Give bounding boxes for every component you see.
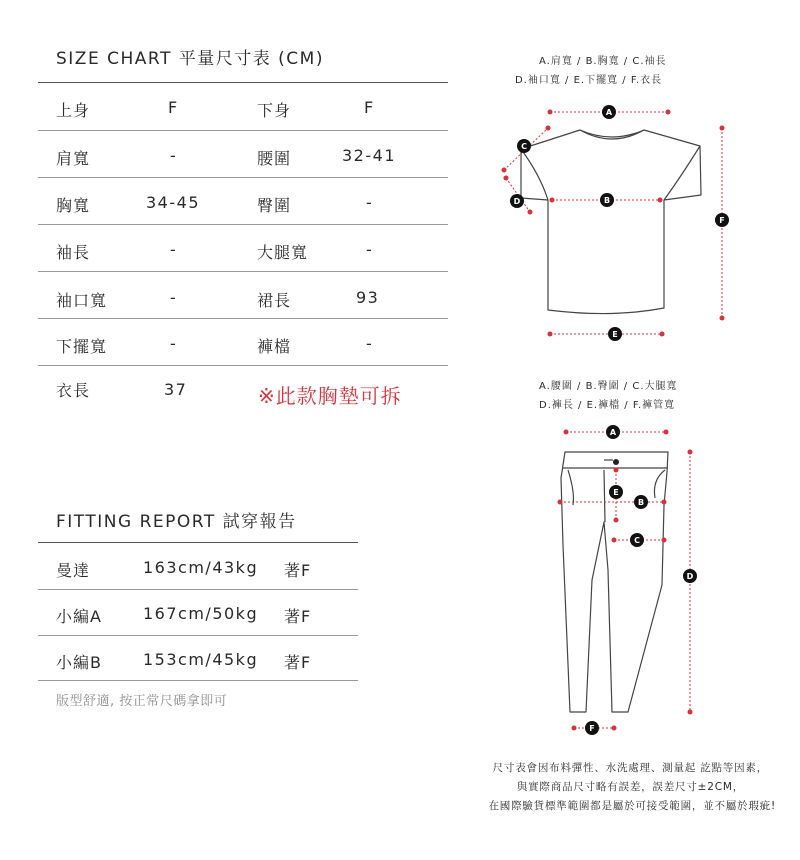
bottom-marker-f: F <box>589 724 595 733</box>
fitting-name: 曼達 <box>56 561 91 580</box>
top-marker-e-badge <box>608 327 622 341</box>
header-bottom-label: 下身 <box>257 101 292 120</box>
removable-pad-note: ※此款胸墊可拆 <box>258 384 402 408</box>
top-measure-value: 34-45 <box>146 193 200 212</box>
top-measure-value: - <box>170 146 178 165</box>
top-measure-label: 衣長 <box>56 381 91 400</box>
top-measure-value: - <box>170 240 178 259</box>
bottom-marker-a-badge <box>606 425 620 439</box>
top-measure-label: 袖口寬 <box>56 291 108 310</box>
fitting-measure: 163cm/43kg <box>143 558 259 577</box>
bottom-legend-line-2: D.褲長 / E.褲檔 / F.褲管寬 <box>539 400 676 411</box>
top-measure-label: 袖長 <box>56 243 91 262</box>
bottom-marker-c-badge <box>630 533 644 547</box>
fitting-size: 著F <box>284 653 312 672</box>
bottom-marker-f-badge <box>585 721 599 735</box>
bottom-marker-a: A <box>609 428 617 437</box>
bottom-marker-d-badge <box>683 569 697 583</box>
top-legend-line-1: A.肩寬 / B.胸寬 / C.袖長 <box>539 56 667 67</box>
size-chart-title: SIZE CHART 平量尺寸表 (CM) <box>56 49 324 69</box>
top-marker-b: B <box>603 196 611 205</box>
fitting-measure: 167cm/50kg <box>143 604 259 623</box>
bottom-marker-e: E <box>613 488 619 497</box>
bottom-marker-b-badge <box>634 495 648 509</box>
fitting-measure: 153cm/45kg <box>143 650 259 669</box>
header-top-label: 上身 <box>56 101 91 120</box>
top-marker-e: E <box>612 330 618 339</box>
bottom-measure-value: - <box>366 240 374 259</box>
bottom-measure-label: 裙長 <box>257 291 292 310</box>
bottom-marker-d: D <box>686 572 694 581</box>
trouser-pocket-left <box>568 470 573 505</box>
top-marker-d-badge <box>510 194 524 208</box>
tshirt-sleeve-seam-left <box>521 149 548 200</box>
fitting-report-title: FITTING REPORT 試穿報告 <box>56 512 297 532</box>
disclaimer-line-3: 在國際驗貨標準範圍都是屬於可接受範圍，並不屬於瑕疵! <box>488 800 776 812</box>
top-measure-label: 下擺寬 <box>56 337 108 356</box>
bottom-measure-value: - <box>366 334 374 353</box>
top-marker-b-badge <box>600 193 614 207</box>
top-marker-a: A <box>605 108 613 117</box>
top-marker-c-badge <box>517 139 531 153</box>
bottom-marker-b: B <box>637 498 645 507</box>
top-legend-line-2: D.袖口寬 / E.下擺寬 / F.衣長 <box>515 75 663 86</box>
bottom-measure-label: 腰圍 <box>257 149 292 168</box>
disclaimer-line-1: 尺寸表會因布料彈性、水洗處理、測量起 訖點等因素， <box>492 762 768 774</box>
fitting-size: 著F <box>284 607 312 626</box>
fitting-size: 著F <box>284 561 312 580</box>
top-measure-label: 肩寬 <box>56 149 91 168</box>
bottom-legend-line-1: A.腰圍 / B.臀圍 / C.大腿寬 <box>539 381 678 392</box>
bottom-measure-label: 大腿寬 <box>257 243 309 262</box>
tshirt-collar <box>580 130 644 137</box>
top-marker-c: C <box>521 142 527 151</box>
top-marker-f: F <box>719 216 725 225</box>
top-measure-value: - <box>170 334 178 353</box>
bottom-measure-value: 93 <box>356 288 380 307</box>
top-measure-value: - <box>170 288 178 307</box>
trouser-button <box>613 459 619 465</box>
bottom-measure-label: 褲檔 <box>257 337 292 356</box>
bottom-marker-e-badge <box>609 485 623 499</box>
header-top-size: F <box>168 98 179 117</box>
disclaimer-line-2: 與實際商品尺寸略有誤差，誤差尺寸±2CM， <box>516 781 744 793</box>
top-measure-label: 胸寬 <box>56 196 91 215</box>
bottom-measure-value: 32-41 <box>342 146 396 165</box>
fitting-note: 版型舒適, 按正常尺碼拿即可 <box>56 694 228 709</box>
trouser-pocket-right <box>654 470 665 498</box>
trouser-rise <box>604 470 605 522</box>
bottom-marker-c: C <box>634 536 640 545</box>
bottom-measure-value: - <box>366 193 374 212</box>
fitting-name: 小編A <box>56 607 102 626</box>
tshirt-sleeve-seam-right <box>664 146 700 200</box>
tshirt-outline <box>521 130 701 314</box>
top-marker-a-badge <box>602 105 616 119</box>
header-bottom-size: F <box>364 98 375 117</box>
top-measure-value: 37 <box>164 380 188 399</box>
top-marker-d: D <box>513 197 521 206</box>
bottom-measure-label: 臀圍 <box>257 196 292 215</box>
fitting-name: 小編B <box>56 653 102 672</box>
top-marker-f-badge <box>715 213 729 227</box>
